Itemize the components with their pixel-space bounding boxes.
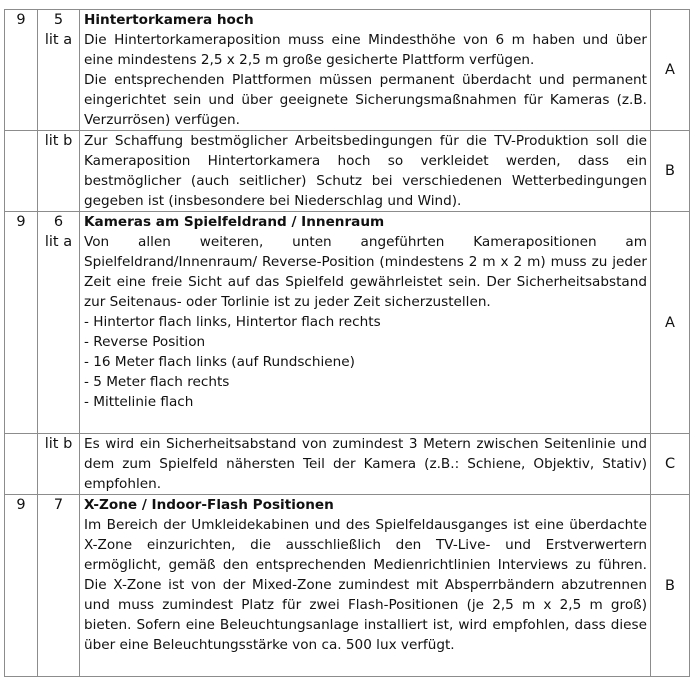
list-item: - Reverse Position [84, 332, 647, 352]
chapter-number [5, 131, 38, 212]
list-item: - Hintertor flach links, Hintertor flach rechts [84, 312, 647, 332]
chapter-number [5, 434, 38, 495]
section-title: X-Zone / Indoor-Flash Positionen [84, 497, 334, 513]
lit-label: lit b [44, 436, 73, 452]
list-item: - Mittelinie flach [84, 392, 647, 412]
table-row [5, 131, 690, 212]
category-badge: A [651, 10, 690, 131]
table-row [5, 495, 690, 677]
section-number-cell [38, 131, 80, 212]
rule-text-cell [80, 434, 651, 495]
rule-text-cell [80, 10, 651, 131]
rule-paragraph: Es wird ein Sicherheitsabstand von zumindest 3 Metern zwischen Seitenlinie und dem zum Spielfeld nähersten Teil der Kamera (z.B.: Schiene, Objektiv, Stativ) empfohlen. [84, 436, 647, 492]
chapter-number: 9 [5, 10, 38, 131]
table-row [5, 434, 690, 495]
lit-label: lit a [44, 32, 73, 48]
regulations-table [4, 9, 690, 677]
chapter-number: 9 [5, 212, 38, 434]
section-title: Kameras am Spielfeldrand / Innenraum [84, 214, 385, 230]
chapter-number: 9 [5, 495, 38, 677]
lit-label: lit a [44, 234, 73, 250]
list-item: - 5 Meter flach rechts [84, 372, 647, 392]
section-title: Hintertorkamera hoch [84, 12, 254, 28]
table-row [5, 10, 690, 131]
section-number-cell [38, 495, 80, 677]
rule-paragraph: Von allen weiteren, unten angeführten Kamerapositionen am Spielfeldrand/Innenraum/ Reverse-Position (mindestens 2 m x 2 m) muss zu jeder Zeit eine freie Sicht auf das Spielfeld gewährleistet sein. Der Sicherheitsabstand zur Seitenaus- oder Torlinie ist zu jeder Zeit sicherzustellen. [84, 234, 647, 310]
lit-label: lit b [44, 133, 73, 149]
section-number-cell [38, 434, 80, 495]
section-number: 5 [53, 12, 64, 28]
rule-paragraph: Im Bereich der Umkleidekabinen und des Spielfeldausganges ist eine überdachte X-Zone einzurichten, die ausschließlich den TV-Live- und Erstverwertern ermöglicht, gemäß den entsprechenden Medienrichtlinien Interviews zu führen. Die X-Zone ist von der Mixed-Zone zumindest mit Absperrbändern abzutrennen und muss zumindest Platz für zwei Flash-Positionen (je 2,5 m x 2,5 m groß) bieten. Sofern eine Beleuchtungsanlage installiert ist, wird empfohlen, dass diese über eine Beleuchtungsstärke von ca. 500 lux verfügt. [84, 517, 647, 653]
section-number-cell [38, 212, 80, 434]
category-badge: C [651, 434, 690, 495]
list-item: - 16 Meter flach links (auf Rundschiene) [84, 352, 647, 372]
table-row [5, 212, 690, 434]
camera-position-list [84, 312, 647, 412]
rule-paragraph: Zur Schaffung bestmöglicher Arbeitsbedingungen für die TV-Produktion soll die Kameraposition Hintertorkamera hoch so verkleidet werden, dass ein bestmöglicher (auch seitlicher) Schutz bei verschiedenen Wetterbedingungen gegeben ist (insbesondere bei Niederschlag und Wind). [84, 133, 647, 209]
rule-paragraph: Die Hintertorkameraposition muss eine Mindesthöhe von 6 m haben und über eine mindestens 2,5 x 2,5 m große gesicherte Plattform verfügen. [84, 32, 647, 68]
section-number: 6 [53, 214, 64, 230]
rule-paragraph: Die entsprechenden Plattformen müssen permanent überdacht und permanent eingerichtet sein und über geeignete Sicherungsmaßnahmen für Kameras (z.B. Verzurrösen) verfügen. [84, 72, 647, 128]
category-badge: B [651, 495, 690, 677]
rule-text-cell [80, 495, 651, 677]
category-badge: B [651, 131, 690, 212]
rule-text-cell [80, 212, 651, 434]
rule-text-cell [80, 131, 651, 212]
section-number: 7 [53, 497, 64, 513]
section-number-cell [38, 10, 80, 131]
category-badge: A [651, 212, 690, 434]
